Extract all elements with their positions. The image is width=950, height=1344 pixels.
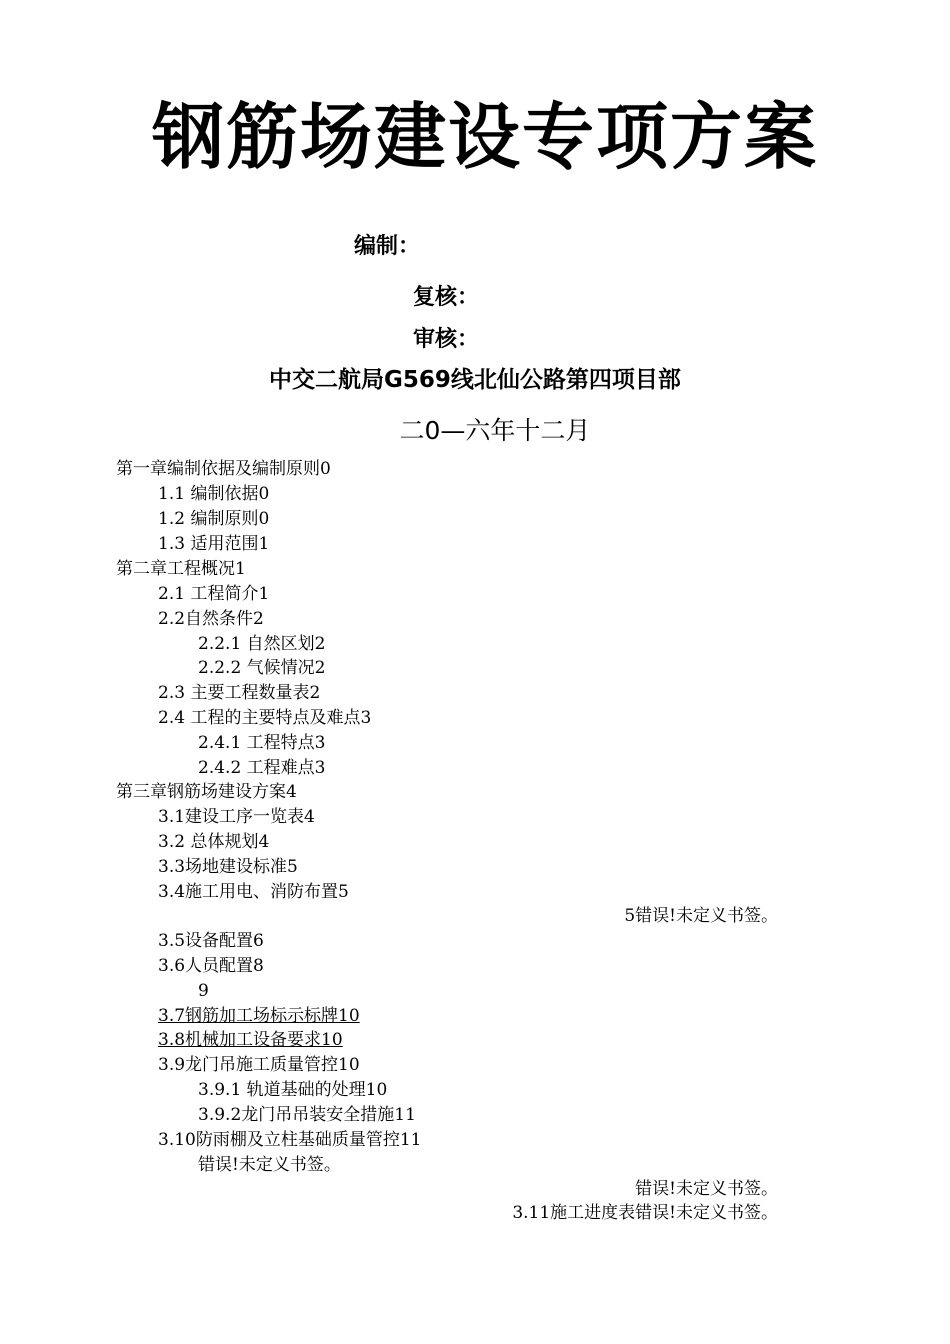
toc-item-1-3[interactable]: 1.3 适用范围1	[158, 534, 270, 554]
toc-item-3-9-1[interactable]: 3.9.1 轨道基础的处理10	[198, 1080, 388, 1100]
toc-item-3-9-2[interactable]: 3.9.2龙门吊吊装安全措施11	[198, 1105, 416, 1125]
toc-error-line[interactable]: 错误!未定义书签。	[635, 1179, 778, 1199]
document-date: 二0—六年十二月	[399, 416, 591, 445]
toc-chapter-3[interactable]: 第三章钢筋场建设方案4	[116, 782, 297, 802]
document-title: 钢筋场建设专项方案	[151, 95, 818, 179]
toc-error-line[interactable]: 5错误!未定义书签。	[624, 906, 778, 926]
toc-item-2-3[interactable]: 2.3 主要工程数量表2	[158, 683, 321, 703]
toc-item-3-1[interactable]: 3.1建设工序一览表4	[158, 807, 315, 827]
review-label: 复核：	[413, 285, 480, 310]
toc-page-number-line[interactable]: 9	[198, 981, 209, 1001]
toc-item-3-3[interactable]: 3.3场地建设标准5	[158, 857, 298, 877]
toc-item-3-2[interactable]: 3.2 总体规划4	[158, 832, 270, 852]
toc-chapter-1[interactable]: 第一章编制依据及编制原则0	[116, 459, 331, 479]
toc-item-2-2-2[interactable]: 2.2.2 气候情况2	[198, 658, 326, 678]
toc-item-3-6[interactable]: 3.6人员配置8	[158, 956, 264, 976]
toc-item-2-4-2[interactable]: 2.4.2 工程难点3	[198, 758, 326, 778]
toc-item-2-1[interactable]: 2.1 工程简介1	[158, 584, 270, 604]
toc-item-1-2[interactable]: 1.2 编制原则0	[158, 509, 270, 529]
organization-name: 中交二航局G569线北仙公路第四项目部	[269, 367, 681, 393]
toc-error-line[interactable]: 错误!未定义书签。	[198, 1155, 341, 1175]
toc-item-3-8[interactable]: 3.8机械加工设备要求10	[158, 1030, 343, 1050]
audit-label: 审核：	[413, 327, 480, 352]
toc-item-3-9[interactable]: 3.9龙门吊施工质量管控10	[158, 1055, 360, 1075]
compile-label: 编制：	[354, 234, 421, 259]
toc-item-3-11[interactable]: 3.11施工进度表错误!未定义书签。	[512, 1203, 778, 1223]
toc-item-1-1[interactable]: 1.1 编制依据0	[158, 484, 270, 504]
toc-item-2-4[interactable]: 2.4 工程的主要特点及难点3	[158, 708, 372, 728]
toc-item-3-10[interactable]: 3.10防雨棚及立柱基础质量管控11	[158, 1130, 422, 1150]
toc-item-3-5[interactable]: 3.5设备配置6	[158, 931, 264, 951]
toc-item-2-4-1[interactable]: 2.4.1 工程特点3	[198, 733, 326, 753]
toc-item-3-7[interactable]: 3.7钢筋加工场标示标牌10	[158, 1006, 360, 1026]
toc-item-2-2[interactable]: 2.2自然条件2	[158, 609, 264, 629]
toc-item-2-2-1[interactable]: 2.2.1 自然区划2	[198, 634, 326, 654]
toc-item-3-4[interactable]: 3.4施工用电、消防布置5	[158, 882, 349, 902]
toc-chapter-2[interactable]: 第二章工程概况1	[116, 559, 246, 579]
